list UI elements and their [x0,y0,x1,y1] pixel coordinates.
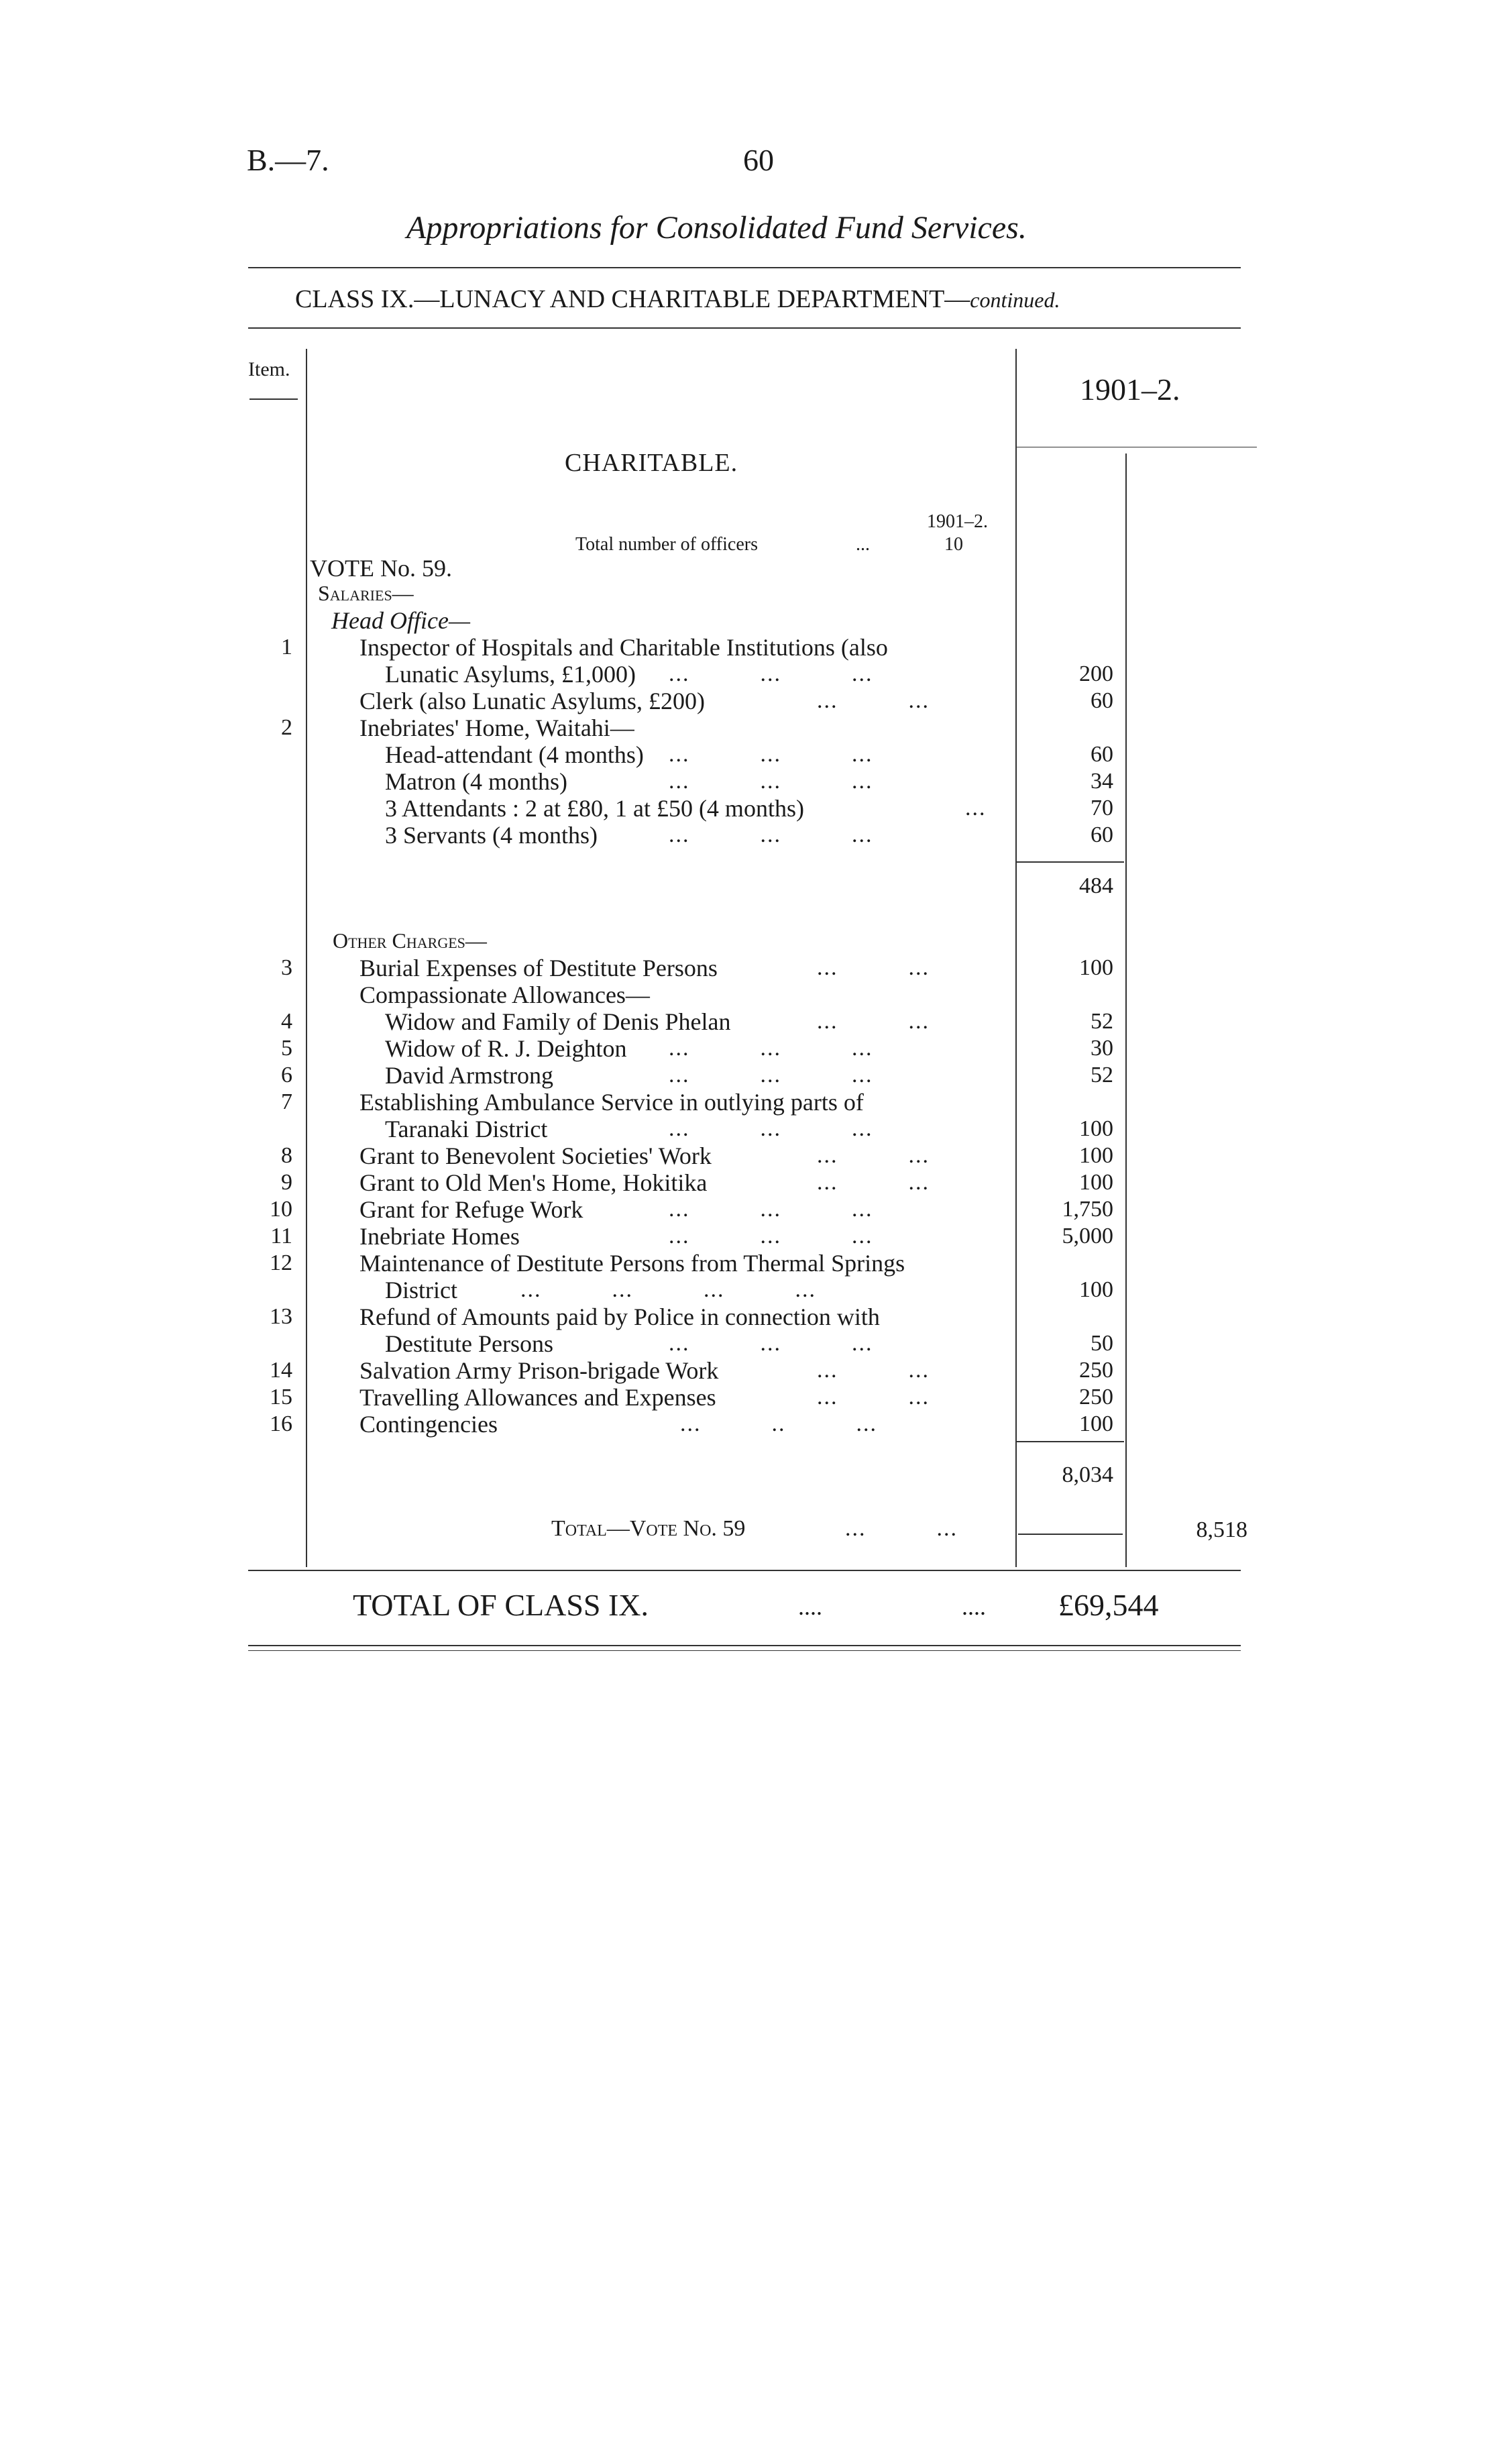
row-amount: 60 [1091,688,1113,713]
row-description: Compassionate Allowances— [359,981,650,1008]
class-heading [295,284,1060,314]
salaries-heading: Salaries— [318,581,414,605]
other-subtotal-rule [1015,1441,1124,1442]
item-number: 13 [270,1304,292,1329]
row-description: Grant to Old Men's Home, Hokitika [359,1169,708,1196]
row-leader-dots: ... ... [817,1009,930,1034]
item-column-rule [306,349,307,1567]
row-description: 3 Servants (4 months) [385,822,598,849]
item-column-header: Item. [248,358,290,380]
row-amount: 60 [1091,742,1113,767]
row-description: Inebriates' Home, Waitahi— [359,714,634,741]
row-amount: 200 [1079,661,1113,686]
row-leader-dots: ... ... [817,955,930,980]
row-description: Grant for Refuge Work [359,1196,583,1223]
class-heading-text: CLASS IX.—LUNACY AND CHARITABLE DEPARTMENT— [295,285,970,313]
row-description: Establishing Ambulance Service in outlying parts of [359,1089,864,1116]
row-description: Burial Expenses of Destitute Persons [359,955,718,981]
item-number: 14 [270,1358,292,1383]
page-number: 60 [743,143,774,177]
officers-value: 10 [944,534,963,555]
row-leader-dots: ... ... ... [669,1197,873,1222]
row-leader-dots: ... ... [817,1170,930,1195]
class-heading-continued: continued. [970,288,1060,312]
officers-dots: ... [856,534,870,555]
row-description: Grant to Benevolent Societies' Work [359,1142,712,1169]
item-number: 16 [270,1411,292,1436]
row-description: Clerk (also Lunatic Asylums, £200) [359,688,705,714]
row-leader-dots: ... ... ... [669,822,873,847]
row-leader-dots: ... ... ... [669,1116,873,1141]
item-number: 4 [281,1009,292,1034]
row-amount: 1,750 [1062,1197,1113,1222]
vote-total-label: Total—Vote No. 59 [551,1516,746,1541]
vote-heading: VOTE No. 59. [310,555,452,582]
vote-total-amount: 8,518 [1196,1517,1247,1542]
row-amount: 30 [1091,1036,1113,1061]
table-top-rule [248,327,1241,329]
row-description: 3 Attendants : 2 at £80, 1 at £50 (4 months) [385,795,804,822]
row-description: Travelling Allowances and Expenses [359,1384,716,1411]
row-amount: 100 [1079,1411,1113,1436]
row-leader-dots: ... ... ... [669,1036,873,1061]
class-total-dots-1: .... [798,1593,822,1620]
item-header-underline [249,398,298,400]
row-description: Refund of Amounts paid by Police in connection with [359,1303,880,1330]
row-description: Lunatic Asylums, £1,000) [385,661,636,688]
row-description: Head-attendant (4 months) [385,741,644,768]
row-amount: 50 [1091,1331,1113,1356]
row-amount: 5,000 [1062,1224,1113,1248]
item-number: 2 [281,715,292,740]
row-description: Inspector of Hospitals and Charitable Institutions (also [359,634,888,661]
row-leader-dots: ... ... ... [669,1224,873,1248]
row-description: Destitute Persons [385,1330,553,1357]
item-number: 12 [270,1250,292,1275]
row-leader-dots: ... ... [817,688,930,713]
other-subtotal: 8,034 [1062,1462,1113,1487]
row-amount: 100 [1079,1143,1113,1168]
row-leader-dots: ... ... ... [669,742,873,767]
class-total-amount: £69,544 [1058,1588,1159,1622]
row-amount: 250 [1079,1358,1113,1383]
year-column-header: 1901–2. [1080,372,1180,407]
row-amount: 52 [1091,1009,1113,1034]
row-amount: 100 [1079,1170,1113,1195]
row-description: David Armstrong [385,1062,553,1089]
footer-rule-2 [248,1650,1241,1651]
row-description: Maintenance of Destitute Persons from Thermal Springs [359,1250,905,1277]
row-leader-dots: ... [965,796,987,820]
row-leader-dots: ... ... ... ... [520,1277,816,1302]
item-number: 6 [281,1063,292,1087]
row-description: Matron (4 months) [385,768,567,795]
item-number: 7 [281,1089,292,1114]
page-title: Appropriations for Consolidated Fund Services. [406,210,1027,246]
footer-rule-1 [248,1645,1241,1646]
amount-column-rule-right [1125,453,1127,1567]
item-number: 3 [281,955,292,980]
row-amount: 60 [1091,822,1113,847]
item-number: 5 [281,1036,292,1061]
item-number: 10 [270,1197,292,1222]
row-leader-dots: ... ... ... [669,661,873,686]
item-number: 1 [281,635,292,659]
row-amount: 100 [1079,1116,1113,1141]
salaries-subtotal: 484 [1079,873,1113,898]
row-amount: 100 [1079,955,1113,980]
row-description: District [385,1277,457,1303]
row-description: Salvation Army Prison-brigade Work [359,1357,719,1384]
row-leader-dots: ... ... [817,1385,930,1409]
row-leader-dots: ... ... ... [669,1331,873,1356]
row-amount: 70 [1091,796,1113,820]
row-description: Widow and Family of Denis Phelan [385,1008,731,1035]
amount-column-rule-left [1015,349,1017,1567]
item-number: 9 [281,1170,292,1195]
item-number: 15 [270,1385,292,1409]
row-leader-dots: ... ... ... [669,1063,873,1087]
other-charges-heading: Other Charges— [333,928,487,953]
row-leader-dots: ... ... [817,1358,930,1383]
row-leader-dots: ... ... ... [669,769,873,794]
salaries-subtotal-rule [1015,861,1124,863]
row-amount: 34 [1091,769,1113,794]
table-bottom-rule [248,1570,1241,1571]
row-leader-dots: ... .. ... [680,1411,877,1436]
row-description: Widow of R. J. Deighton [385,1035,627,1062]
class-total-label: TOTAL OF CLASS IX. [353,1588,649,1622]
title-rule [248,267,1241,268]
vote-total-leader-rule [1018,1534,1123,1535]
row-description: Inebriate Homes [359,1223,520,1250]
item-number: 11 [270,1224,292,1248]
section-heading: CHARITABLE. [565,449,738,477]
row-description: Taranaki District [385,1116,548,1142]
row-description: Contingencies [359,1411,498,1438]
officers-label: Total number of officers [575,534,758,555]
vote-total-dots: ... ... [845,1516,958,1541]
row-amount: 250 [1079,1385,1113,1409]
class-total-dots-2: .... [962,1593,986,1620]
document-reference: B.—7. [247,143,329,177]
officers-year: 1901–2. [927,511,988,532]
row-amount: 52 [1091,1063,1113,1087]
row-leader-dots: ... ... [817,1143,930,1168]
row-amount: 100 [1079,1277,1113,1302]
item-number: 8 [281,1143,292,1168]
head-office-heading: Head Office— [331,607,470,634]
